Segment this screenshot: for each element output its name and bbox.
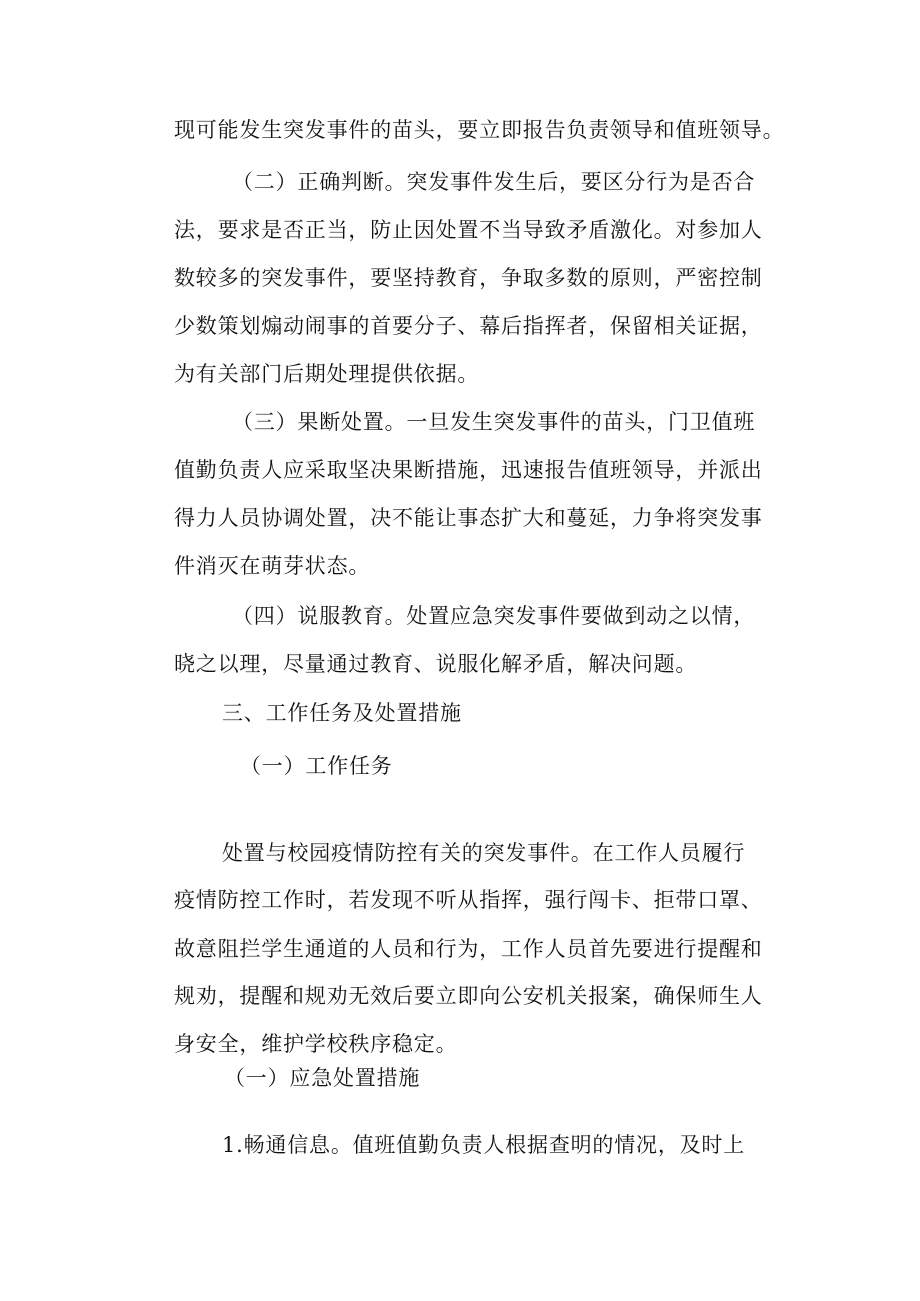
paragraph-line: 得力人员协调处置，决不能让事态扩大和蔓延，力争将突发事 bbox=[174, 506, 763, 530]
paragraph-line: （三）果断处置。一旦发生突发事件的苗头，门卫值班 bbox=[232, 410, 756, 434]
paragraph-line: 数较多的突发事件，要坚持教育，争取多数的原则，严密控制 bbox=[174, 266, 763, 290]
paragraph-line: 规劝，提醒和规劝无效后要立即向公安机关报案，确保师生人 bbox=[174, 984, 763, 1008]
paragraph-line: 处置与校园疫情防控有关的突发事件。在工作人员履行 bbox=[222, 841, 746, 865]
paragraph-line: 为有关部门后期处理提供依据。 bbox=[174, 362, 480, 386]
paragraph-line: 法，要求是否正当，防止因处置不当导致矛盾激化。对参加人 bbox=[174, 218, 763, 242]
paragraph-line: 件消灭在萌芽状态。 bbox=[174, 554, 371, 578]
paragraph-line: 现可能发生突发事件的苗头，要立即报告负责领导和值班领导。 bbox=[174, 118, 785, 142]
paragraph-line: （二）正确判断。突发事件发生后，要区分行为是否合 bbox=[232, 170, 756, 194]
section-heading: 三、工作任务及处置措施 bbox=[222, 701, 462, 725]
paragraph-line: （四）说服教育。处置应急突发事件要做到动之以情， bbox=[232, 604, 756, 628]
paragraph-line: 疫情防控工作时，若发现不听从指挥，强行闯卡、拒带口罩、 bbox=[174, 888, 763, 912]
paragraph-line: 值勤负责人应采取坚决果断措施，迅速报告值班领导，并派出 bbox=[174, 458, 763, 482]
paragraph-line: 晓之以理，尽量通过教育、说服化解矛盾，解决问题。 bbox=[174, 652, 698, 676]
subsection-heading: （一）工作任务 bbox=[240, 754, 393, 778]
paragraph-line: 故意阻拦学生通道的人员和行为，工作人员首先要进行提醒和 bbox=[174, 937, 763, 961]
subsection-heading: （一）应急处置措施 bbox=[224, 1066, 421, 1090]
paragraph-line: 身安全，维护学校秩序稳定。 bbox=[174, 1032, 458, 1056]
list-item: 1.畅通信息。值班值勤负责人根据查明的情况，及时上 bbox=[222, 1133, 746, 1157]
paragraph-line: 少数策划煽动闹事的首要分子、幕后指挥者，保留相关证据， bbox=[174, 314, 763, 338]
